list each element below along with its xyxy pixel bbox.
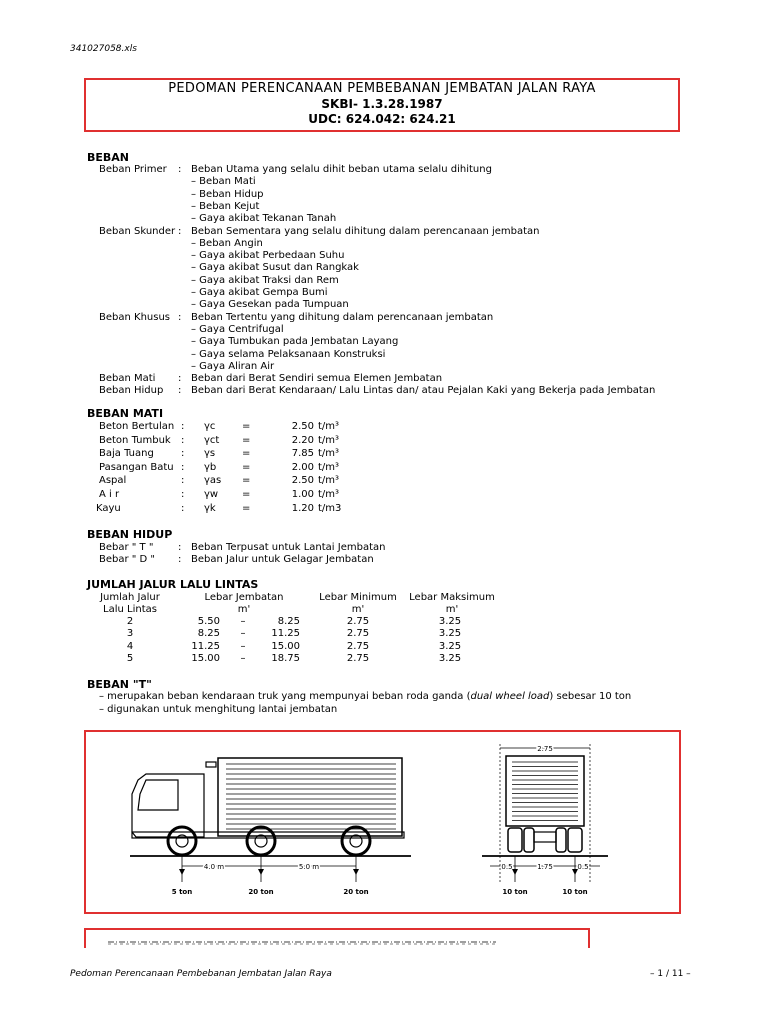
col-unit-jembatan: m' — [237, 604, 251, 615]
rear-wheel — [342, 827, 370, 855]
beban-row — [0, 250, 768, 262]
beban-heading: BEBAN — [87, 151, 130, 164]
axle-load-2: 20 ton — [248, 888, 274, 896]
lebar-max: 3.25 — [438, 616, 462, 627]
material-sep: : — [181, 502, 185, 514]
table-row — [0, 628, 768, 640]
material-symbol: γs — [204, 448, 216, 460]
truck-cab-window — [138, 780, 178, 810]
material-equals: = — [242, 434, 251, 446]
material-sep: : — [181, 448, 185, 460]
material-symbol: γk — [204, 502, 216, 514]
lebar-min: 2.75 — [346, 640, 370, 652]
beban-row-text: Beban Utama yang selalu dihit beban utama selalu dihitung — [191, 164, 492, 175]
rear-width-label: 2.75 — [537, 745, 553, 753]
middle-wheel-hub — [255, 835, 267, 847]
rear-dim-middle: 1.75 — [537, 863, 553, 871]
material-equals: = — [242, 489, 251, 500]
jalur-count: 5 — [126, 652, 134, 664]
jalur-count: 2 — [126, 616, 134, 627]
beban-hidup-label: Bebar " D " — [99, 554, 156, 566]
material-value: 1.20 — [291, 502, 314, 514]
material-name: Beton Bertulan — [99, 421, 175, 432]
front-wheel — [168, 827, 196, 855]
col-lalu-lintas: Lalu Lintas — [103, 604, 157, 615]
material-sep: : — [181, 475, 185, 487]
beban-row-text: – Gaya akibat Perbedaan Suhu — [191, 250, 345, 262]
beban-row-text: Beban Sementara yang selalu dihitung dalam perencanaan jembatan — [191, 225, 540, 237]
jalur-header-row-2 — [0, 604, 768, 616]
beban-mati-row — [0, 462, 768, 474]
material-unit: t/m³ — [318, 421, 340, 432]
beban-row-text: – Beban Mati — [191, 176, 256, 188]
material-value: 1.00 — [291, 489, 314, 500]
load-arrow-1 — [179, 869, 185, 875]
material-name: Kayu — [96, 502, 121, 514]
beban-mati-row — [0, 489, 768, 501]
col-lebar-jembatan: Lebar Jembatan — [204, 592, 284, 603]
beban-row-text: – Gaya Gesekan pada Tumpuan — [191, 299, 349, 311]
beban-row — [0, 361, 768, 373]
lebar-from: 8.25 — [197, 628, 220, 640]
material-name: Baja Tuang — [99, 448, 154, 460]
beban-row — [0, 385, 768, 397]
lebar-max: 3.25 — [438, 652, 462, 664]
beban-row — [0, 164, 768, 176]
beban-row — [0, 299, 768, 311]
beban-row-sep: : — [178, 164, 182, 175]
beban-hidup-label: Bebar " T " — [99, 542, 154, 553]
rear-dim-left: 0.5 — [501, 863, 513, 871]
lebar-to: 11.25 — [271, 628, 300, 640]
beban-row-text: – Beban Hidup — [191, 188, 264, 200]
beban-row-text: – Gaya akibat Tekanan Tanah — [191, 213, 337, 225]
beban-row — [0, 189, 768, 201]
material-symbol: γb — [204, 461, 217, 473]
beban-row-label: Beban Mati — [99, 373, 156, 385]
col-lebar-minimum: Lebar Minimum — [319, 592, 397, 603]
truck-cab — [132, 774, 204, 837]
load-arrow-2 — [258, 869, 264, 875]
beban-row-text: – Gaya akibat Traksi dan Rem — [191, 274, 339, 286]
material-equals: = — [242, 475, 251, 487]
col-lebar-maksimum: Lebar Maksimum — [409, 592, 495, 603]
material-equals: = — [242, 461, 251, 473]
rear-wheel-right-inner — [556, 828, 566, 852]
load-arrow-3 — [353, 869, 359, 875]
beban-row-text: – Gaya selama Pelaksanaan Konstruksi — [191, 348, 386, 360]
rear-axle-housing — [534, 832, 556, 842]
beban-t-line-1-italic: dual wheel load — [470, 691, 550, 702]
beban-row-text: – Gaya akibat Gempa Bumi — [191, 287, 328, 298]
beban-row — [0, 262, 768, 274]
beban-hidup-sep: : — [178, 554, 182, 566]
document-code: SKBI- 1.3.28.1987 — [321, 97, 443, 111]
beban-row-text: Beban dari Berat Kendaraan/ Lalu Lintas dan/ atau Pejalan Kaki yang Bekerja pada Jembatan — [191, 385, 656, 397]
beban-row-label: Beban Khusus — [99, 311, 170, 323]
beban-row-label: Beban Skunder — [99, 225, 176, 237]
beban-row-sep: : — [178, 225, 182, 237]
lebar-from: 5.50 — [197, 616, 220, 627]
jalur-heading: JUMLAH JALUR LALU LINTAS — [87, 578, 259, 591]
title-box — [84, 78, 680, 132]
material-name: Pasangan Batu — [99, 461, 174, 473]
beban-hidup-row — [0, 554, 768, 566]
material-value: 2.20 — [291, 434, 314, 446]
material-sep: : — [181, 434, 185, 446]
material-unit: t/m³ — [318, 434, 340, 446]
truck-container-slats — [226, 764, 396, 829]
material-unit: t/m³ — [318, 461, 340, 473]
material-unit: t/m³ — [318, 489, 340, 500]
axle-load-1: 5 ton — [171, 888, 193, 896]
beban-row-label: Beban Hidup — [99, 385, 164, 397]
axle-load-3: 20 ton — [343, 888, 369, 896]
material-symbol: γw — [204, 489, 219, 500]
rear-load-arrow-left — [512, 869, 518, 875]
rear-dim-right: 0.5 — [577, 863, 589, 871]
material-value: 7.85 — [291, 448, 314, 460]
lebar-max: 3.25 — [438, 628, 462, 640]
beban-t-line-1-pre: – merupakan beban kendaraan truk yang mempunyai beban roda ganda ( — [99, 691, 471, 702]
beban-row — [0, 176, 768, 188]
rear-container-slats — [512, 762, 578, 821]
beban-row-text: – Gaya Centrifugal — [191, 323, 284, 335]
rear-load-right: 10 ton — [562, 888, 588, 896]
next-figure-box — [84, 928, 590, 948]
jalur-count: 3 — [126, 628, 134, 640]
document-udc: UDC: 624.042: 624.21 — [308, 112, 456, 126]
beban-t-line-1-post: ) sebesar 10 ton — [549, 691, 632, 702]
beban-mati-row — [0, 448, 768, 460]
beban-row — [0, 324, 768, 336]
material-symbol: γc — [204, 421, 216, 432]
beban-t-heading: BEBAN "T" — [87, 678, 152, 691]
material-name: A i r — [99, 489, 120, 500]
lebar-to: 8.25 — [277, 616, 300, 627]
rear-load-arrow-right — [572, 869, 578, 875]
truck-exhaust — [206, 762, 216, 767]
lebar-dash: – — [240, 616, 246, 627]
beban-row-text: – Gaya Tumbukan pada Jembatan Layang — [191, 336, 399, 348]
beban-hidup-text: Beban Jalur untuk Gelagar Jembatan — [191, 554, 374, 566]
lebar-from: 15.00 — [191, 652, 220, 664]
beban-row — [0, 201, 768, 213]
page-number: – 1 / 11 – — [650, 969, 691, 979]
material-unit: t/m3 — [318, 502, 342, 514]
material-name: Aspal — [99, 475, 127, 487]
lebar-min: 2.75 — [346, 652, 370, 664]
beban-hidup-sep: : — [178, 542, 182, 553]
lebar-dash: – — [240, 640, 246, 652]
col-jumlah-jalur: Jumlah Jalur — [100, 592, 160, 603]
truck-figure-box — [84, 730, 681, 914]
material-value: 2.50 — [291, 421, 314, 432]
beban-row — [0, 226, 768, 238]
beban-hidup-heading: BEBAN HIDUP — [87, 528, 173, 541]
col-unit-maksimum: m' — [445, 604, 459, 615]
beban-mati-heading: BEBAN MATI — [87, 407, 164, 420]
beban-row-sep: : — [178, 385, 182, 397]
truck-rear-view — [482, 744, 608, 882]
table-row — [0, 616, 768, 628]
beban-row — [0, 213, 768, 225]
beban-row — [0, 287, 768, 299]
col-unit-minimum: m' — [351, 604, 365, 615]
truck-side-view — [130, 758, 411, 882]
material-value: 2.50 — [291, 475, 314, 487]
lebar-max: 3.25 — [438, 640, 462, 652]
beban-row-label: Beban Primer — [99, 164, 167, 175]
material-unit: t/m³ — [318, 475, 340, 487]
lebar-to: 15.00 — [271, 640, 300, 652]
beban-row — [0, 238, 768, 250]
material-equals: = — [242, 502, 251, 514]
beban-t-line-2: – digunakan untuk menghitung lantai jembatan — [99, 704, 338, 715]
jalur-count: 4 — [126, 640, 134, 652]
material-name: Beton Tumbuk — [99, 434, 171, 446]
footer-text: Pedoman Perencanaan Pembebanan Jembatan Jalan Raya — [70, 969, 332, 979]
beban-hidup-row — [0, 542, 768, 554]
beban-row — [0, 349, 768, 361]
beban-row-text: – Beban Kejut — [191, 200, 260, 212]
material-equals: = — [242, 448, 251, 460]
beban-mati-row — [0, 435, 768, 447]
material-equals: = — [242, 421, 251, 432]
beban-row — [0, 275, 768, 287]
material-sep: : — [181, 421, 185, 432]
beban-row-text: Beban Tertentu yang dihitung dalam perencanaan jembatan — [191, 311, 494, 323]
material-unit: t/m³ — [318, 448, 340, 460]
axle-spacing-1: 4.0 m — [203, 863, 225, 871]
beban-row — [0, 312, 768, 324]
beban-row-text: – Gaya Aliran Air — [191, 360, 275, 372]
truck-figure — [86, 732, 679, 912]
rear-wheel-hub — [350, 835, 362, 847]
document-title: PEDOMAN PERENCANAAN PEMBEBANAN JEMBATAN JALAN RAYA — [168, 81, 596, 96]
lebar-from: 11.25 — [191, 640, 220, 652]
rear-wheel-right-outer — [568, 828, 582, 852]
material-symbol: γct — [204, 434, 220, 446]
beban-hidup-text: Beban Terpusat untuk Lantai Jembatan — [191, 542, 386, 553]
lebar-dash: – — [240, 628, 246, 640]
rear-wheel-left-outer — [508, 828, 522, 852]
next-figure-fragment — [86, 930, 586, 948]
beban-row-text: – Gaya akibat Susut dan Rangkak — [191, 262, 359, 274]
beban-row — [0, 373, 768, 385]
file-name: 341027058.xls — [70, 44, 137, 54]
table-row — [0, 653, 768, 665]
lebar-to: 18.75 — [271, 652, 300, 664]
material-sep: : — [181, 461, 185, 473]
table-row — [0, 641, 768, 653]
rear-load-left: 10 ton — [502, 888, 528, 896]
axle-spacing-2: 5.0 m — [298, 863, 320, 871]
beban-mati-row — [0, 503, 768, 515]
lebar-min: 2.75 — [346, 628, 370, 640]
beban-row-text: Beban dari Berat Sendiri semua Elemen Jembatan — [191, 373, 443, 385]
beban-mati-row — [0, 421, 768, 433]
lebar-dash: – — [240, 652, 246, 664]
material-value: 2.00 — [291, 461, 314, 473]
jalur-header-row-1 — [0, 592, 768, 604]
material-sep: : — [181, 489, 185, 500]
middle-wheel — [247, 827, 275, 855]
rear-wheel-left-inner — [524, 828, 534, 852]
lebar-min: 2.75 — [346, 616, 370, 627]
beban-row-text: – Beban Angin — [191, 237, 263, 249]
beban-row — [0, 336, 768, 348]
beban-row-sep: : — [178, 373, 182, 385]
beban-row-sep: : — [178, 311, 182, 323]
beban-t-line-1 — [99, 691, 631, 703]
material-symbol: γas — [204, 475, 222, 487]
beban-mati-row — [0, 475, 768, 487]
